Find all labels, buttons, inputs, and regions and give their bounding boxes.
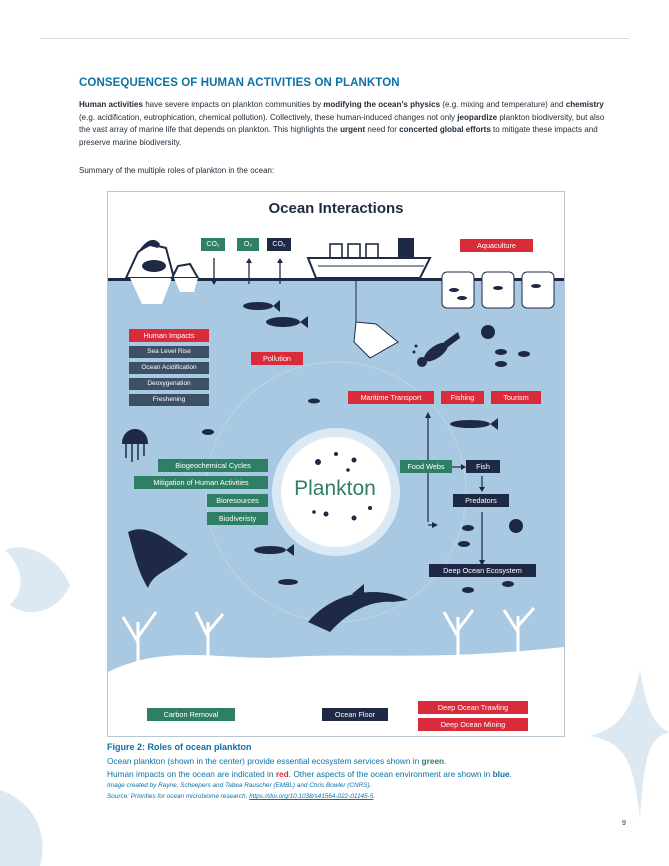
impact-item: Freshening	[129, 394, 209, 406]
deep-ocean-mining-label: Deep Ocean Mining	[418, 718, 528, 731]
service-biogeochemical: Biogeochemical Cycles	[158, 459, 268, 472]
caption-line-1: Ocean plankton (shown in the center) provide essential ecosystem services shown in green.	[107, 756, 447, 766]
service-bioresources: Bioresources	[207, 494, 268, 507]
intro-paragraph: Human activities have severe impacts on plankton communities by modifying the ocean’s physics (e.g. mixing and temperature) and chemistry (e.g. acidification, eutrophication, chemical pollution). Collectively, these human-induced changes not only jeopardize plankton biodiversity, but also the vast array of marine life that depends on plankton. This highlights the urgent need for concerted global efforts to mitigate these impacts and preserve marine biodiversity.	[79, 100, 605, 147]
source-credit: Source: Priorities for ocean microbiome research, https://doi.org/10.1038/s41564-022-01145-5.	[107, 793, 376, 800]
ocean-interactions-figure	[107, 191, 565, 737]
caption-line-2: Human impacts on the ocean are indicated in red. Other aspects of the ocean environment are shown in blue.	[107, 769, 512, 779]
predators-label: Predators	[453, 494, 509, 507]
aquaculture-label: Aquaculture	[460, 239, 533, 252]
pollution-label: Pollution	[251, 352, 303, 365]
impact-item: Deoxygenation	[129, 378, 209, 390]
starfish-watermark-icon	[590, 670, 669, 820]
fishing-label: Fishing	[441, 391, 484, 404]
shell-watermark-icon	[0, 780, 60, 866]
top-rule	[40, 38, 629, 39]
impact-item: Sea Level Rise	[129, 346, 209, 358]
deep-ocean-ecosystem-label: Deep Ocean Ecosystem	[429, 564, 536, 577]
human-impacts-title: Human Impacts	[129, 329, 209, 342]
tourism-label: Tourism	[491, 391, 541, 404]
impact-item: Ocean Acidification	[129, 362, 209, 374]
co2-label: CO₂	[201, 238, 225, 251]
figure-title: Ocean Interactions	[268, 200, 404, 217]
food-webs-label: Food Webs	[400, 460, 452, 473]
o2-label: O₂	[237, 238, 259, 251]
caption-title: Figure 2: Roles of ocean plankton	[107, 742, 252, 752]
doi-link[interactable]: https://doi.org/10.1038/s41564-022-01145-5	[249, 793, 374, 800]
deep-ocean-trawling-label: Deep Ocean Trawling	[418, 701, 528, 714]
section-heading: CONSEQUENCES OF HUMAN ACTIVITIES ON PLANKTON	[79, 77, 400, 89]
image-credit: Image created by Rayne, Scheepers and Tabea Rauscher (EMBL) and Chris Bowler (CNRS).	[107, 782, 372, 789]
page-number: 9	[622, 820, 626, 827]
fish-watermark-icon	[0, 530, 80, 630]
fish-label: Fish	[466, 460, 500, 473]
maritime-transport-label: Maritime Transport	[348, 391, 434, 404]
plankton-center-label: Plankton	[294, 477, 376, 500]
service-biodiversity: Biodiveristy	[207, 512, 268, 525]
co2-label-2: CO₂	[267, 238, 291, 251]
service-mitigation: Mitigation of Human Activities	[134, 476, 268, 489]
summary-text: Summary of the multiple roles of plankton in the ocean:	[79, 166, 275, 175]
ocean-floor-label: Ocean Floor	[322, 708, 388, 721]
carbon-removal-label: Carbon Removal	[147, 708, 235, 721]
